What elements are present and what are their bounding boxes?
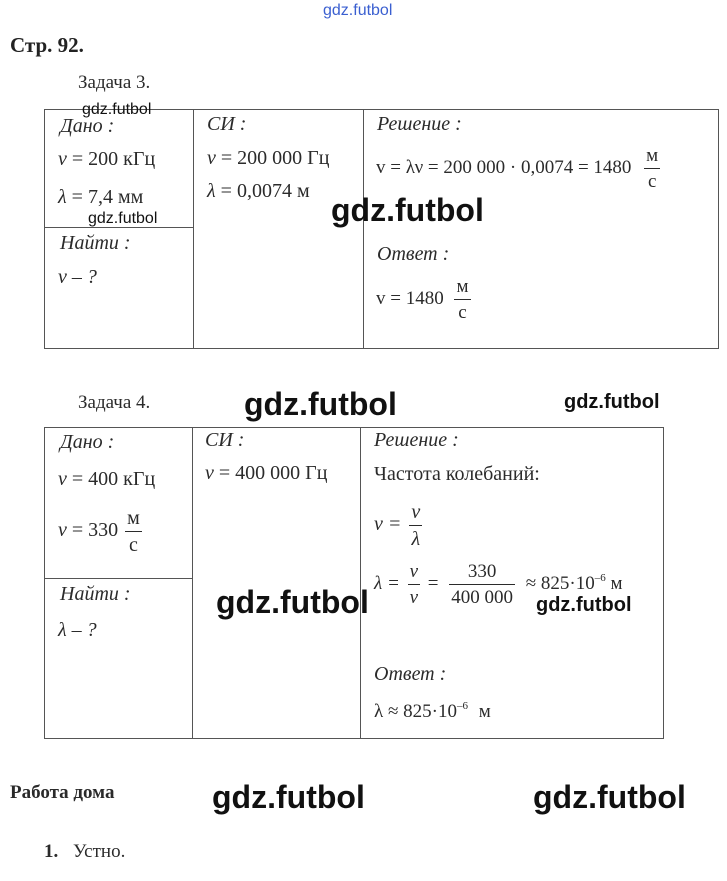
watermark-large-5: gdz.futbol <box>533 779 686 815</box>
task3-solution-line: v = λν = 200 000 · 0,0074 = 1480 $\frac{м}{с}$ <box>376 145 659 192</box>
task4-find: λ – ? <box>58 619 97 641</box>
task4-given-2: v = 330 $\frac{м}{с}$ <box>58 507 140 556</box>
task4-answer-label: Ответ : <box>374 663 447 685</box>
page-header: Стр. 92. <box>10 33 84 57</box>
homework-title: Работа дома <box>10 782 115 803</box>
task4-answer: $\lambda \approx 825\cdot 10^{-6}$ м <box>374 700 491 722</box>
task4-given-label: Дано : <box>60 431 115 453</box>
task3-divider-1 <box>193 109 194 348</box>
watermark-large-3: gdz.futbol <box>216 584 369 620</box>
watermark-large-2: gdz.futbol <box>244 386 397 422</box>
task4-find-label: Найти : <box>60 583 131 605</box>
task4-solution-intro: Частота колебаний: <box>374 463 540 485</box>
task3-si-1: ν = 200 000 Гц <box>207 147 330 169</box>
task4-solution-label: Решение : <box>374 429 459 451</box>
task4-divider-1 <box>192 427 193 738</box>
watermark-small-2: gdz.futbol <box>88 210 158 227</box>
task3-solution-label: Решение : <box>377 113 462 135</box>
task4-si-1: ν = 400 000 Гц <box>205 462 328 484</box>
task3-given-2: λ = 7,4 мм <box>58 186 144 208</box>
watermark-medium-2: gdz.futbol <box>536 594 632 616</box>
task3-find: v – ? <box>58 266 97 288</box>
task4-title: Задача 4. <box>78 392 151 413</box>
watermark-medium-1: gdz.futbol <box>564 391 660 413</box>
task4-divider-2 <box>360 427 361 738</box>
task3-title: Задача 3. <box>78 72 151 93</box>
task4-formula: ν = $\frac{v}{\lambda}$ <box>374 501 421 550</box>
watermark-large-1: gdz.futbol <box>331 192 484 228</box>
task3-si-2: λ = 0,0074 м <box>207 180 310 202</box>
task4-calculation: λ = $\frac{v}{\nu}$ = $\frac{330}{400 000}$ ≈ $825\cdot 10^{-6}$ м <box>374 561 623 608</box>
task3-answer: v = 1480 $\frac{м}{с}$ <box>376 276 469 323</box>
task3-given-1: ν = 200 кГц <box>58 148 156 170</box>
watermark-small-1: gdz.futbol <box>82 101 152 118</box>
task3-answer-label: Ответ : <box>377 243 450 265</box>
task3-given-label: Дано : <box>60 115 115 137</box>
task3-si-label: СИ : <box>207 113 247 135</box>
task4-given-divider <box>44 578 193 579</box>
task4-given-1: ν = 400 кГц <box>58 468 156 490</box>
task3-find-label: Найти : <box>60 232 131 254</box>
watermark-top: gdz.futbol <box>323 2 393 19</box>
homework-item-1: 1. Устно. <box>44 841 126 862</box>
task4-si-label: СИ : <box>205 429 245 451</box>
watermark-large-4: gdz.futbol <box>212 779 365 815</box>
